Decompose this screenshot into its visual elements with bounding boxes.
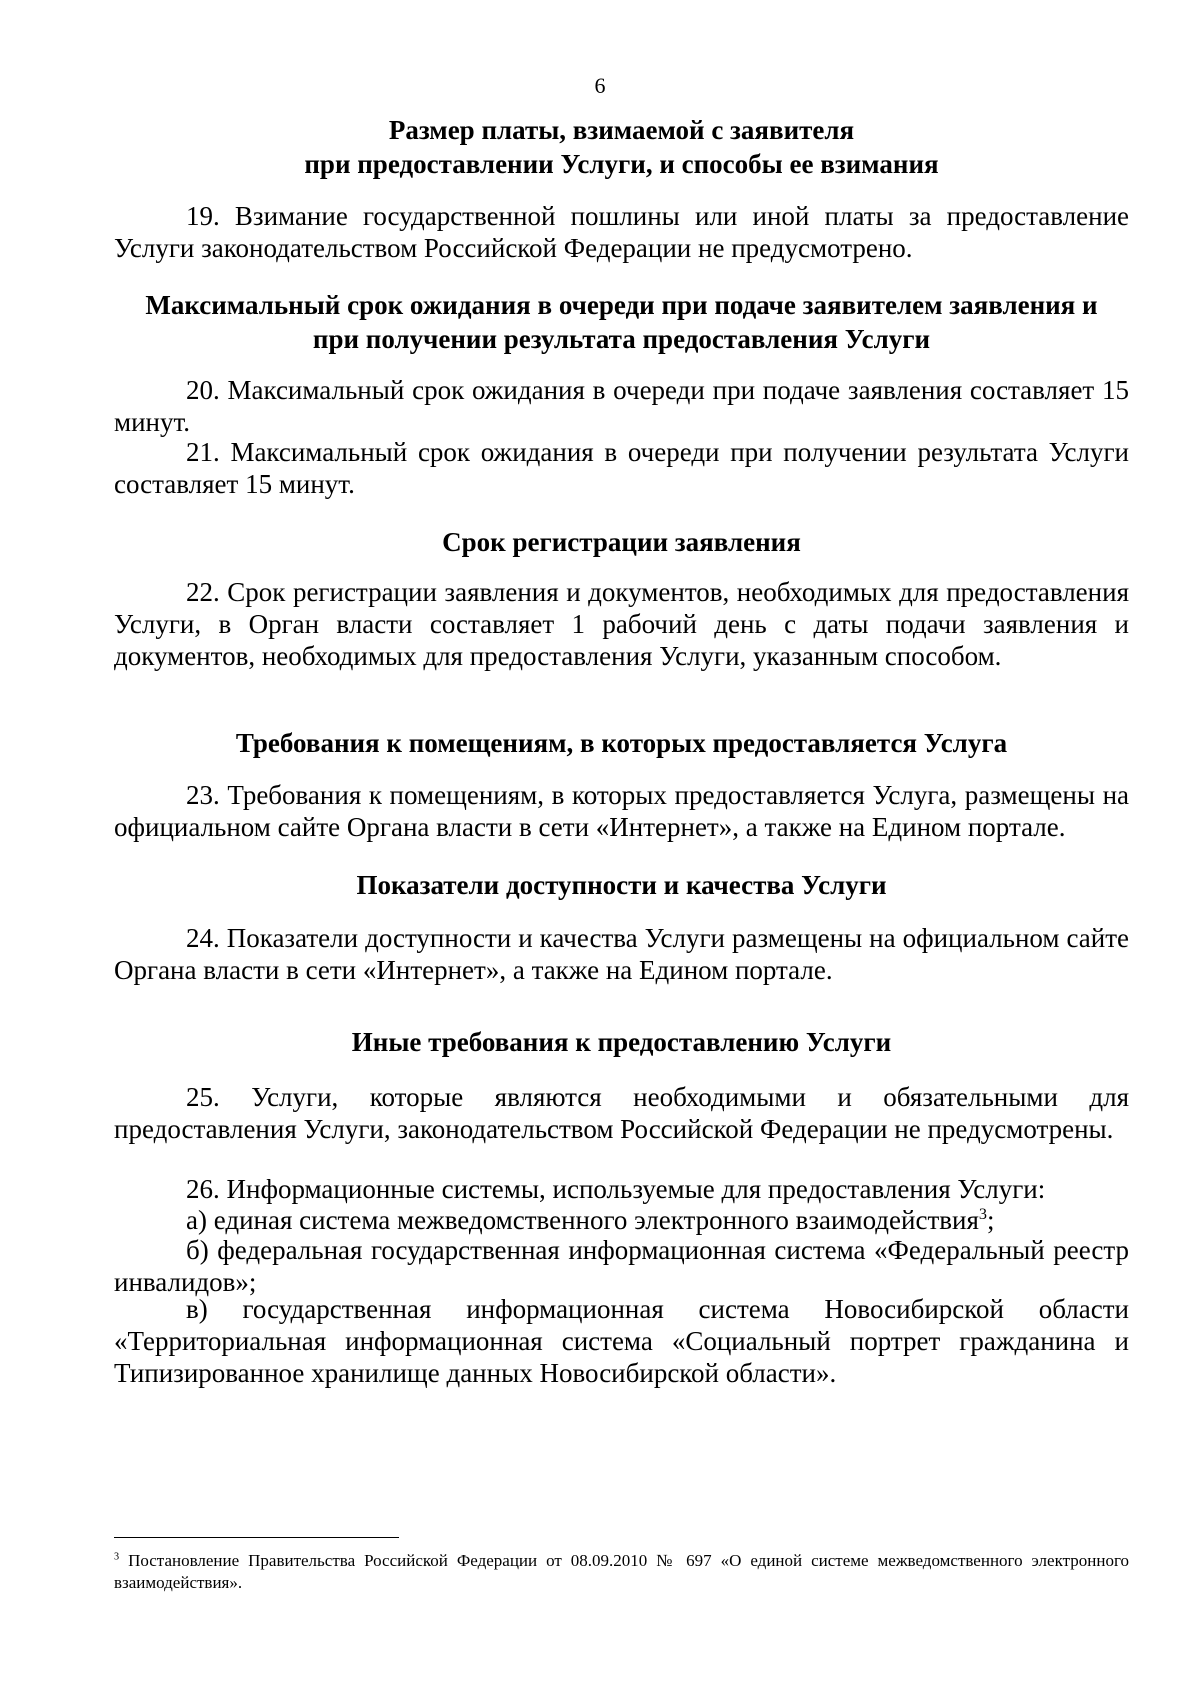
heading-line: при предоставлении Услуги, и способы ее взимания bbox=[304, 149, 939, 179]
footnote-separator bbox=[114, 1537, 399, 1538]
section-heading-quality bbox=[114, 868, 1129, 902]
paragraph-24: 24. Показатели доступности и качества Услуги размещены на официальном сайте Органа власти в сети «Интернет», а также на Едином портале. bbox=[114, 923, 1129, 985]
section-heading-other bbox=[114, 1025, 1129, 1059]
list-item-c: в) государственная информационная система Новосибирской области «Территориальная информационная система «Социальный портрет гражданина и Типизированное хранилище данных Новосибирской области». bbox=[114, 1294, 1129, 1388]
heading-line: Максимальный срок ожидания в очереди при подаче заявителем заявления и bbox=[145, 290, 1098, 320]
paragraph-22: 22. Срок регистрации заявления и документов, необходимых для предоставления Услуги, в Орган власти составляет 1 рабочий день с даты подачи заявления и документов, необходимых для предоставления Услуги, указанным способом. bbox=[114, 577, 1129, 671]
footnote-marker: 3 bbox=[114, 1551, 120, 1563]
footnote-reference: 3 bbox=[978, 1205, 987, 1223]
list-item-b: б) федеральная государственная информационная система «Федеральный реестр инвалидов»; bbox=[114, 1235, 1129, 1297]
list-item-a-text: а) единая система межведомственного электронного взаимодействия bbox=[186, 1205, 979, 1235]
paragraph-21: 21. Максимальный срок ожидания в очереди при получении результата Услуги составляет 15 минут. bbox=[114, 437, 1129, 499]
section-heading-fee bbox=[114, 113, 1129, 181]
paragraph-23: 23. Требования к помещениям, в которых предоставляется Услуга, размещены на официальном сайте Органа власти в сети «Интернет», а также на Едином портале. bbox=[114, 780, 1129, 842]
heading-line: при получении результата предоставления Услуги bbox=[312, 324, 931, 354]
heading-line: Иные требования к предоставлению Услуги bbox=[351, 1027, 892, 1057]
section-heading-premises bbox=[114, 726, 1129, 760]
footnote bbox=[114, 1550, 1129, 1594]
section-heading-registration bbox=[114, 525, 1129, 559]
footnote-text: Постановление Правительства Российской Федерации от 08.09.2010 № 697 «О единой системе межведомственного электронного взаимодействия». bbox=[114, 1551, 1129, 1592]
paragraph-25: 25. Услуги, которые являются необходимыми и обязательными для предоставления Услуги, законодательством Российской Федерации не предусмотрены. bbox=[114, 1082, 1129, 1144]
paragraph-20: 20. Максимальный срок ожидания в очереди при подаче заявления составляет 15 минут. bbox=[114, 375, 1129, 437]
paragraph-26: 26. Информационные системы, используемые для предоставления Услуги: bbox=[186, 1174, 1046, 1204]
heading-line: Размер платы, взимаемой с заявителя bbox=[388, 115, 855, 145]
heading-line: Требования к помещениям, в которых предоставляется Услуга bbox=[235, 728, 1008, 758]
page-number: 6 bbox=[594, 73, 606, 98]
list-item-a-suffix: ; bbox=[986, 1205, 995, 1235]
heading-line: Срок регистрации заявления bbox=[442, 527, 801, 557]
list-item-a bbox=[114, 1204, 1129, 1236]
section-heading-queue bbox=[114, 288, 1129, 356]
paragraph-19: 19. Взимание государственной пошлины или иной платы за предоставление Услуги законодательством Российской Федерации не предусмотрено. bbox=[114, 201, 1129, 263]
heading-line: Показатели доступности и качества Услуги bbox=[356, 870, 887, 900]
